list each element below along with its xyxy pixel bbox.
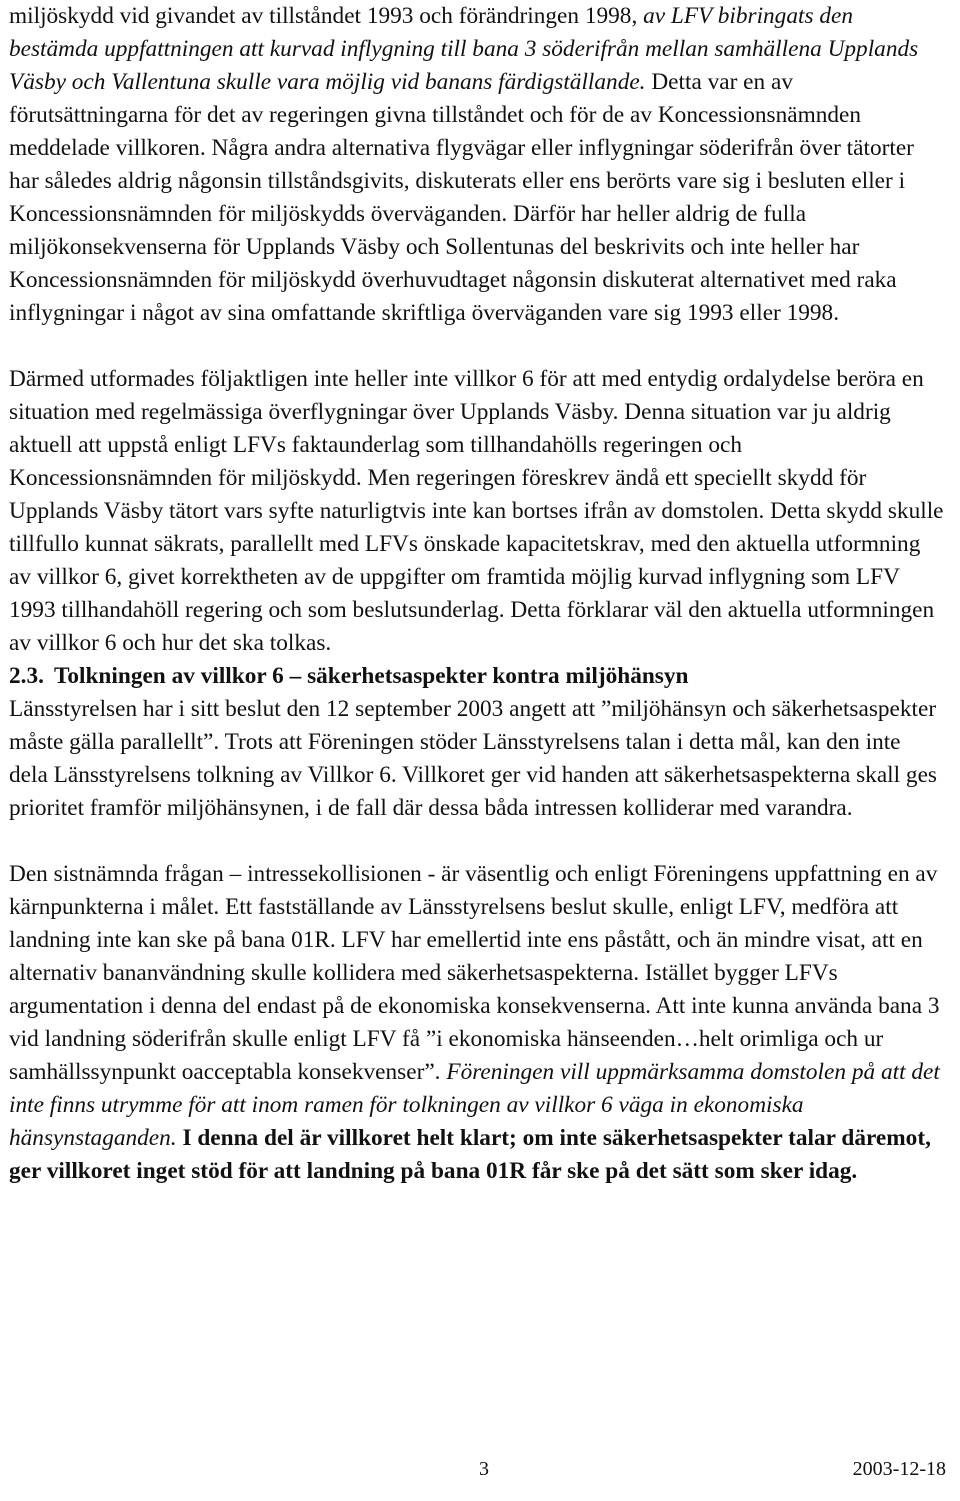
- paragraph-1: [9, 0, 945, 330]
- paragraph-gap: [9, 330, 945, 363]
- paragraph-4-italic: Föreningen vill uppmärksamma domstolen på att det inte finns utrymme för att inom ramen för tolkningen av villkor 6 väga in ekonomiska hänsynstaganden.: [9, 1059, 940, 1151]
- paragraph-1-italic: av LFV bibringats den bestämda uppfattningen att kurvad inflygning till bana 3 söderifrån mellan samhällena Upplands Väsby och Vallentuna skulle vara möjlig vid banans färdigställande.: [9, 3, 919, 95]
- paragraph-3: Länsstyrelsen har i sitt beslut den 12 september 2003 angett att ”miljöhänsyn och säkerhetsaspekter måste gälla parallellt”. Trots att Föreningen stöder Länsstyrelsens talan i detta mål, kan den inte dela Länsstyrelsens tolkning av Villkor 6. Villkoret ger vid handen att säkerhetsaspekterna skall ges prioritet framför miljöhänsynen, i de fall där dessa båda intressen kolliderar med varandra.: [9, 696, 937, 821]
- paragraph-4-bold: I denna del är villkoret helt klart; om inte säkerhetsaspekter talar däremot, ger villkoret inget stöd för att landning på bana 01R får ske på det sätt som sker idag.: [9, 1125, 931, 1184]
- paragraph-1-text-c: Detta var en av förutsättningarna för det av regeringen givna tillståndet och för de av Koncessionsnämnden meddelade villkoren. Några andra alternativa flygvägar eller inflygningar söderifrån över tätorter har således aldrig någonsin tillståndsgivits, diskuterats eller ens berörts vare sig i besluten eller i Koncessionsnämnden för miljöskydds överväganden. Därför har heller aldrig de fulla miljökonsekvenserna för Upplands Väsby och Sollentunas del beskrivits och inte heller har Koncessionsnämnden för miljöskydd överhuvudtaget någonsin diskuterat alternativet med raka inflygningar i något av sina omfattande skriftliga överväganden vare sig 1993 eller 1998.: [9, 69, 914, 326]
- document-body: [9, 0, 945, 1188]
- paragraph-gap: [9, 825, 945, 858]
- section-title: Tolkningen av villkor 6 – säkerhetsaspekter kontra miljöhänsyn: [53, 663, 689, 689]
- section-number: 2.3.: [9, 663, 44, 689]
- paragraph-2: Därmed utformades följaktligen inte heller inte villkor 6 för att med entydig ordalydelse beröra en situation med regelmässiga överflygningar över Upplands Väsby. Denna situation var ju aldrig aktuell att uppstå enligt LFVs faktaunderlag som tillhandahölls regeringen och Koncessionsnämnden för miljöskydd. Men regeringen föreskrev ändå ett speciellt skydd för Upplands Väsby tätort vars syfte naturligtvis inte kan bortses ifrån av domstolen. Detta skydd skulle tillfullo kunnat säkrats, parallellt med LFVs önskade kapacitetskrav, med den aktuella utformning av villkor 6, givet korrektheten av de uppgifter om framtida möjlig kurvad inflygning som LFV 1993 tillhandahöll regering och som beslutsunderlag. Detta förklarar väl den aktuella utformningen av villkor 6 och hur det ska tolkas.: [9, 366, 944, 656]
- page-footer: [0, 1458, 960, 1490]
- paragraph-4: [9, 858, 945, 1188]
- section-heading: [9, 660, 945, 693]
- paragraph-4-text-a: Den sistnämnda frågan – intressekollisionen - är väsentlig och enligt Föreningens uppfattning en av kärnpunkterna i målet. Ett fastställande av Länsstyrelsens beslut skulle, enligt LFV, medföra att landning inte kan ske på bana 01R. LFV har emellertid inte ens påstått, och än mindre visat, att en alternativ bananvändning skulle kollidera med säkerhetsaspekterna. Istället bygger LFVs argumentation i denna del endast på de ekonomiska konsekvenserna. Att inte kunna använda bana 3 vid landning söderifrån skulle enligt LFV få ”i ekonomiska hänseenden…helt orimliga och ur samhällssynpunkt oacceptabla konsekvenser”.: [9, 861, 940, 1085]
- paragraph-1-text-a: miljöskydd vid givandet av tillståndet 1993 och förändringen 1998,: [9, 3, 644, 29]
- page-number: 3: [479, 1458, 489, 1480]
- footer-date: 2003-12-18: [852, 1458, 946, 1480]
